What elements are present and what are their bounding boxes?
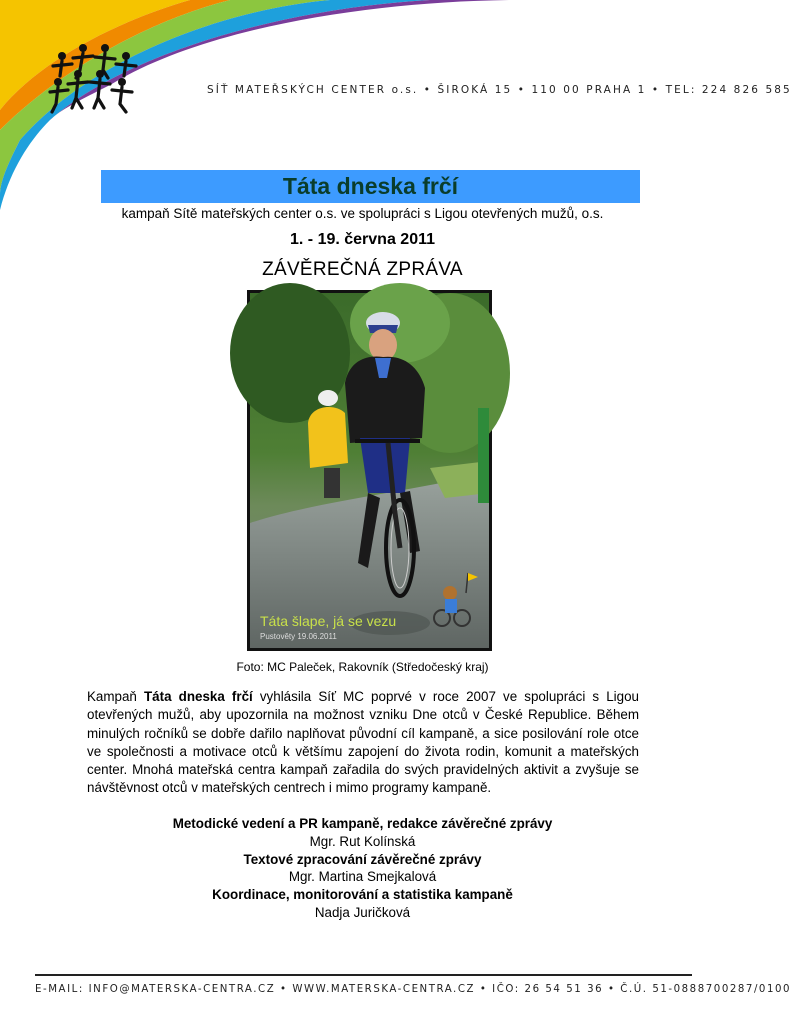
header-contact-line: SÍŤ MATEŘSKÝCH CENTER o.s. • ŠIROKÁ 15 • 110 00 PRAHA 1 • TEL: 224 826 585 xyxy=(207,84,792,96)
report-label: ZÁVĚREČNÁ ZPRÁVA xyxy=(262,259,463,280)
credit-name: Mgr. Rut Kolínská xyxy=(309,833,416,849)
credit-name: Mgr. Martina Smejkalová xyxy=(288,869,437,885)
credits-block xyxy=(0,815,725,922)
photo-overlay-place-date: Pustověty 19.06.2011 xyxy=(260,632,337,641)
title-banner xyxy=(101,170,640,203)
campaign-dates: 1. - 19. června 2011 xyxy=(290,231,435,248)
credit-role: Metodické vedení a PR kampaně, redakce závěrečné zprávy xyxy=(172,816,553,831)
intro-paragraph xyxy=(87,688,639,798)
cycling-photo xyxy=(247,290,492,651)
footer-contact-line: E-MAIL: INFO@MATERSKA-CENTRA.CZ • WWW.MATERSKA-CENTRA.CZ • IČO: 26 54 51 36 • Č.Ú. 51-0888700287/0100 xyxy=(35,984,792,995)
photo-caption: Foto: MC Paleček, Rakovník (Středočeský kraj) xyxy=(236,660,489,674)
document-title: Táta dneska frčí xyxy=(282,173,459,199)
credit-name: Nadja Juričková xyxy=(314,904,411,920)
footer-divider xyxy=(35,974,692,976)
campaign-name-bold: Táta dneska frčí xyxy=(144,689,253,704)
paragraph-lead: Kampaň xyxy=(87,689,144,704)
organization-logo xyxy=(48,42,140,114)
paragraph-body: vyhlásila Síť MC poprvé v roce 2007 ve spolupráci s Ligou otevřených mužů, aby upozornila na možnost vzniku Dne otců v České Republice. Během minulých ročníků se dobře dařilo naplňovat původní cíl kampaně, a sice posilování role otce ve společnosti a motivace otců k většímu zapojení do života rodin, komunit a mateřských center. Mnohá mateřská centra kampaň zařadila do svých pravidelných aktivit a zvyšuje se návštěvnost otců v mateřských centrech i mimo programy kampaně. xyxy=(87,689,639,796)
photo-overlay-title: Táta šlape, já se vezu xyxy=(260,613,397,629)
credit-role: Koordinace, monitorování a statistika kampaně xyxy=(212,887,513,903)
credit-role: Textové zpracování závěrečné zprávy xyxy=(243,851,482,867)
document-subtitle: kampaň Sítě mateřských center o.s. ve spolupráci s Ligou otevřených mužů, o.s. xyxy=(121,206,604,221)
